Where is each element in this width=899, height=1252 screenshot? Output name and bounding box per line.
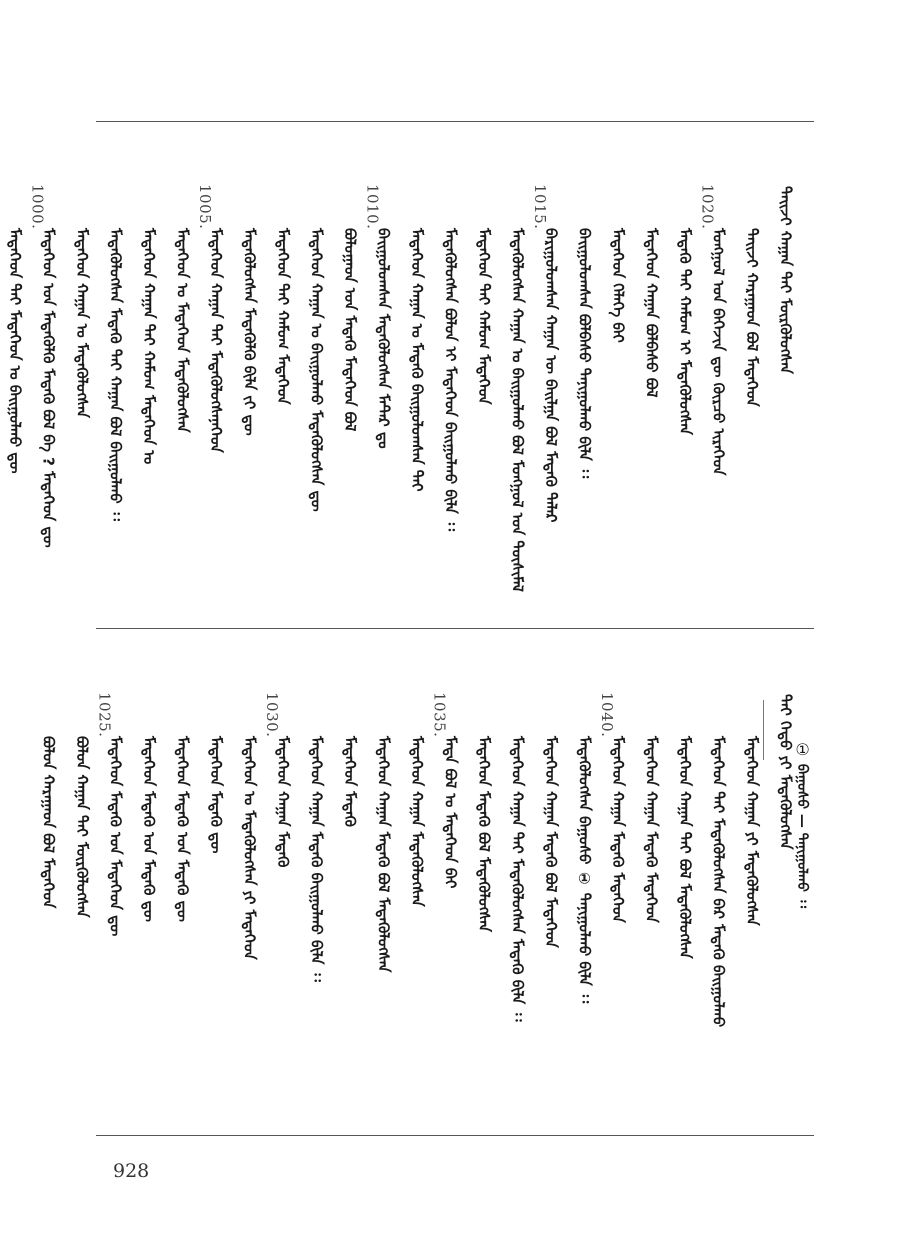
verse-text: ᠪᠠᠷᠢᠭᠤᠯᠤᠭᠰᠠᠨ ᠬᠠᠭᠠᠨ ᠦ ᠪᠠᠢᠯᠭᠠ ᠪᠤᠯ ᠮᠡᠳᠡᠬᠦ ᠲᠠᠯᠠᠷ xyxy=(542,228,560,523)
line-number: 1025. xyxy=(95,692,114,738)
line-number: 1000. xyxy=(28,184,47,230)
line-number: 1005. xyxy=(196,184,214,230)
verse-text: ᠮᠡᠳᠡᠬᠦ ᠲᠠᠢ ᠬᠠᠮᠤᠭ ᠢ ᠮᠡᠳᠡᠭᠦᠯᠦᠭᠰᠡᠨ xyxy=(676,228,694,435)
verse-text: ᠪᠠᠢᠭᠤᠯᠤᠭᠰᠠᠨ ᠮᠡᠳᠡᠭᠦᠯᠦᠭᠰᠡᠨ ᠮᠠᠲ᠋ᠠᠷ ᠳᠤ xyxy=(374,228,393,449)
verse-text: ᠮᠡᠳᠡᠭᠡᠳ ᠬᠠᠭᠠᠨ ᠪᠣᠯᠪᠠᠰᠤ ᠪᠤᠯ xyxy=(642,228,661,398)
line-number: 1035. xyxy=(430,692,449,738)
verse-text: ᠮᠡᠳᠡᠭᠡᠳ ᠬᠠᠭᠠᠨ ᠮᠡᠳᠡᠬᠦ ᠮᠡᠳᠡᠭᠡᠳ xyxy=(642,736,661,923)
verse-text: ᠮᠡᠳᠡᠭᠦᠯᠦᠭᠰᠡᠨ ᠬᠠᠭᠠᠨ ᠤ ᠪᠠᠢᠭᠤᠯᠬᠤ ᠪᠤᠯ ᠮᠣᠩᠭᠣᠯ ᠤᠨ ᠲᠦᠰᠢᠮᠡᠯ xyxy=(508,228,527,592)
verse-text: ᠮᠡᠳᠡᠭᠡᠳ ᠬᠠᠭᠠᠨ ᠮᠡᠳᠡᠭᠦᠯᠦᠭᠰᠡᠨ xyxy=(408,736,426,907)
verse-text: ᠲᠠᠢᠵᠢ ᠬᠠᠭᠠᠨ ᠲᠠᠢ ᠮᠦᠷᠭᠦᠯᠦᠭᠰᠡᠨ xyxy=(776,186,795,374)
verse-text: ᠮᠡᠳᠡᠭᠡᠳ ᠬᠠᠭᠠᠨ ᠲᠠᠢ ᠮᠡᠳᠡᠭᠦᠯᠦᠭᠰᠡᠨᠡᠭᠡᠳ xyxy=(207,228,225,453)
verse-text: ᠮᠡᠳᠡᠭᠡᠳ ᠬᠠᠭᠠᠨ ᠤ ᠮᠡᠳᠡᠭᠦᠯᠦᠭᠰᠡᠨ xyxy=(73,228,91,418)
verse-text: ᠮᠡᠳᠡᠭᠡᠳ ᠤ ᠮᠡᠳᠡᠭᠦᠯᠦᠭᠰᠡᠨ ᠶᠢ ᠮᠡᠳᠡᠭᠡᠳ xyxy=(240,736,259,960)
verse-text: ᠮᠡᠳᠡᠭᠡᠳ ᠬᠠᠭᠠᠨ ᠮᠡᠳᠡᠬᠦ xyxy=(274,736,292,868)
footnote-rule xyxy=(763,700,764,760)
verse-text: ᠮᠡᠳᠡᠭᠡᠳ ᠬᠠᠭᠠᠨ ᠤ ᠪᠠᠢᠭᠤᠯᠬᠤ ᠮᠡᠳᠡᠭᠦᠯᠦᠭᠰᠡᠨ ᠳᠦ xyxy=(307,228,326,512)
footnote-marker: ① xyxy=(793,740,812,759)
verse-text: ᠮᠡᠳᠡᠭᠡᠳ ᠲᠠᠢ ᠮᠡᠳᠡᠭᠦᠯᠦᠭᠰᠡᠨ ᠪᠡᠷ ᠮᠡᠳᠡᠬᠦ ᠪᠠᠢᠭᠤᠯᠬᠤ xyxy=(709,736,728,1028)
verse-text: ᠮᠡᠳᠡᠭᠡᠳ ᠬᠠᠭᠠᠨ ᠮᠡᠳᠡᠬᠦ ᠪᠠᠢᠭᠤᠯᠬᠤ ᠪᠢᠯᠡ ᠄᠄ xyxy=(307,736,326,982)
verse-text: ᠮᠡᠳᠡᠭᠡᠳ ᠮᠡᠳᠡᠬᠦ xyxy=(341,736,359,827)
verse-text: ᠲᠠᠢᠵᠢ ᠬᠠᠷᠠᠭᠠᠳ ᠪᠤᠯ ᠮᠡᠳᠡᠭᠡᠳ xyxy=(743,228,761,407)
verse-text: ᠮᠡᠳᠡᠭᠡᠳ ᠬᠠᠭᠠᠨ ᠲᠠᠢ ᠬᠠᠮᠤᠭ ᠮᠡᠳᠡᠭᠡᠳ ᠤ xyxy=(140,228,158,465)
verse-text: ᠮᠡᠳᠡᠭᠡᠳ ᠬᠡᠯᠡᠭᠡ ᠪᠠᠢ xyxy=(609,228,627,343)
verse-text: ᠮᠡᠳᠡᠭᠡᠳ ᠬᠠᠭᠠᠨ ᠤ ᠮᠡᠳᠡᠬᠦ ᠪᠠᠢᠭᠤᠯᠤᠭᠰᠠᠨ ᠲᠠᠢ xyxy=(408,228,426,492)
verse-text: ᠮᠡᠳᠡᠭᠡᠳ ᠬᠠᠭᠠᠨ ᠮᠡᠳᠡᠬᠦ ᠪᠤᠯ ᠮᠡᠳᠡᠭᠡᠳ xyxy=(542,736,560,948)
verse-text: ᠲᠠᠢ ᠬᠡᠳᠦ ᠶᠢ ᠮᠡᠳᠡᠭᠦᠯᠦᠭᠰᠡᠨ xyxy=(776,694,795,850)
line-number: 1010. xyxy=(363,184,382,230)
verse-text: ᠮᠡᠳᠡᠭᠡᠳ ᠬᠠᠭᠠᠨ ᠶᠢ ᠮᠡᠳᠡᠭᠦᠯᠦᠭᠰᠡᠨ xyxy=(743,736,761,926)
verse-text: ᠮᠡᠳᠡᠭᠡᠳ ᠮᠡᠳᠡᠬᠦ ᠤᠨ ᠮᠡᠳᠡᠭᠡᠳ ᠳᠦ xyxy=(106,736,125,937)
verse-text: ᠮᠡᠳᠡᠭᠡᠳ ᠬᠠᠭᠠᠨ ᠮᠡᠳᠡᠬᠦ ᠪᠤᠯ ᠮᠡᠳᠡᠭᠦᠯᠦᠭᠰᠡᠨ xyxy=(374,736,393,973)
footnote xyxy=(790,740,814,908)
verse-text: ᠮᠡᠳᠡᠭᠡᠳ ᠬᠠᠭᠠᠨ ᠮᠡᠳᠡᠬᠦ ᠮᠡᠳᠡᠭᠡᠳ xyxy=(609,736,627,923)
verse-text: ᠪᠣᠯᠤᠨ ᠬᠠᠭᠠᠨ ᠲᠠᠢ ᠮᠦᠷᠭᠦᠯᠦᠭᠰᠡᠨ xyxy=(73,736,91,918)
verse-text: ᠮᠡᠳᠡᠭᠡᠳ ᠮᠡᠳᠡᠬᠦ ᠪᠤᠯ ᠮᠡᠳᠡᠭᠦᠯᠦᠭᠰᠡᠨ xyxy=(475,736,493,932)
verse-text: ᠮᠡᠳᠡᠭᠡᠳ ᠮᠡᠳᠡᠬᠦ ᠳᠦ xyxy=(207,736,225,854)
verse-text: ᠮᠡᠳᠡᠭᠡᠳ ᠲᠠᠢ ᠬᠠᠮᠤᠭ ᠮᠡᠳᠡᠭᠡᠳ xyxy=(475,228,493,405)
verse-text: ᠮᠡᠳᠡᠭᠡᠳ ᠲᠠᠢ ᠬᠠᠮᠤᠭ ᠮᠡᠳᠡᠭᠡᠳ xyxy=(274,228,292,405)
verse-text: ᠪᠣᠯᠤᠨ ᠬᠠᠷᠠᠭᠠᠳ ᠪᠤᠯ ᠮᠡᠳᠡᠭᠡᠳ xyxy=(39,736,58,909)
line-number: 1020. xyxy=(698,184,717,230)
bottom-rule xyxy=(96,1135,814,1136)
verse-text: ᠮᠡᠳᠡᠭᠡᠳ ᠲᠠᠢ ᠮᠡᠳᠡᠭᠡᠳ ᠤ ᠪᠠᠢᠭᠤᠯᠬᠤ ᠳᠦ xyxy=(6,228,24,474)
verse-text: ᠮᠡᠳᠡᠭᠦᠯᠦᠭᠰᠡᠨ ᠪᠣᠯᠤᠨ ᠢ ᠮᠡᠳᠡᠭᠡᠳ ᠪᠠᠢᠭᠤᠯᠬᠤ ᠪᠢᠯᠡ ᠄᠄ xyxy=(441,228,460,532)
verse-text: ᠮᠡᠳᠡᠭᠡᠳ ᠮᠡᠳᠡᠬᠦ ᠤᠨ ᠮᠡᠳᠡᠬᠦ ᠳᠦ xyxy=(173,736,192,922)
verse-text: ᠮᠡᠳᠡᠭᠡᠳ ᠤᠨ ᠮᠡᠳᠡᠭᠦᠯᠬᠦ ᠮᠡᠳᠡᠬᠦ ᠪᠤᠯ ᠪᠠ ? ᠮᠡᠳᠡᠭᠡᠳ ᠳᠦ xyxy=(39,228,58,548)
verse-text: ᠮᠡᠳᠡᠭᠡᠳ ᠬᠠᠭᠠᠨ ᠲᠠᠢ ᠮᠡᠳᠡᠭᠦᠯᠦᠭᠰᠡᠨ ᠮᠡᠳᠡᠬᠦ ᠪᠢᠯᠡ ᠄᠄ xyxy=(508,736,527,1022)
verse-text: ᠪᠠᠢᠭᠤᠯᠤᠭᠰᠠᠨ ᠪᠣᠯᠪᠠᠰᠤ ᠲᠠᠨᠢᠭᠤᠯᠬᠤ ᠪᠢᠯᠡ ᠄᠄ xyxy=(575,228,594,479)
verse-text: ᠪᠤᠯᠤᠭᠠᠳ ᠤᠨ ᠮᠡᠳᠡᠬᠦ ᠮᠡᠳᠡᠭᠡᠳ ᠪᠤᠯ xyxy=(341,228,359,432)
footnote-text: ᠪᠠᠭᠤᠰᠤ — ᠲᠠᠨᠢᠭᠤᠯᠬᠤ ᠄᠄ xyxy=(794,763,810,909)
line-number: 1040. xyxy=(598,692,616,738)
line-number: 1030. xyxy=(263,692,281,738)
verse-text: ᠮᠡᠳᠡ ᠪᠤᠯ ᠤ ᠮᠡᠳᠡᠭᠡᠳ ᠪᠠᠢ xyxy=(441,736,460,889)
verse-text: ᠮᠡᠳᠡᠭᠡᠳ ᠮᠡᠳᠡᠬᠦ ᠤᠨ ᠮᠡᠳᠡᠬᠦ ᠳᠦ xyxy=(140,736,158,922)
verse-text: ᠮᠡᠳᠡᠭᠡᠳ ᠤ ᠮᠡᠳᠡᠭᠡᠳ ᠮᠡᠳᠡᠭᠦᠯᠦᠭᠰᠡᠨ xyxy=(173,228,192,433)
verse-text: ᠮᠡᠳᠡᠭᠦᠯᠦᠭᠰᠡᠨ ᠮᠡᠳᠡᠭᠦᠯᠬᠦ ᠪᠢᠯᠡ ᠶ᠋ᠢ ᠳᠦ xyxy=(240,228,259,436)
section-divider xyxy=(96,628,814,629)
page-number: 928 xyxy=(113,1160,150,1182)
verse-text: ᠮᠣᠩᠭᠣᠯ ᠤᠨ ᠪᠡᠭᠡᠵᠢᠨ ᠳᠦ ᠬᠦᠷᠴᠦ ᠢᠷᠡᠭᠡᠳ xyxy=(709,228,728,476)
verse-text: ᠮᠡᠳᠡᠭᠦᠯᠦᠭᠰᠡᠨ ᠪᠠᠭᠤᠰᠤ ① ᠲᠠᠨᠢᠭᠤᠯᠬᠤ ᠪᠢᠯᠡ ᠄᠄ xyxy=(575,736,594,1004)
verse-text: ᠮᠡᠳᠡᠭᠡᠳ ᠬᠠᠭᠠᠨ ᠲᠠᠢ ᠪᠤᠯ ᠮᠡᠳᠡᠭᠦᠯᠦᠭᠰᠡᠨ xyxy=(676,736,694,959)
verse-text: ᠮᠡᠳᠡᠭᠦᠯᠦᠭᠰᠡᠨ ᠮᠡᠳᠡᠬᠦ ᠲᠠᠢ ᠬᠠᠭᠠᠨ ᠪᠤᠯ ᠪᠠᠢᠭᠤᠯᠬᠤ ᠄᠄ xyxy=(106,228,125,521)
line-number: 1015. xyxy=(531,184,549,230)
top-rule xyxy=(96,121,814,122)
